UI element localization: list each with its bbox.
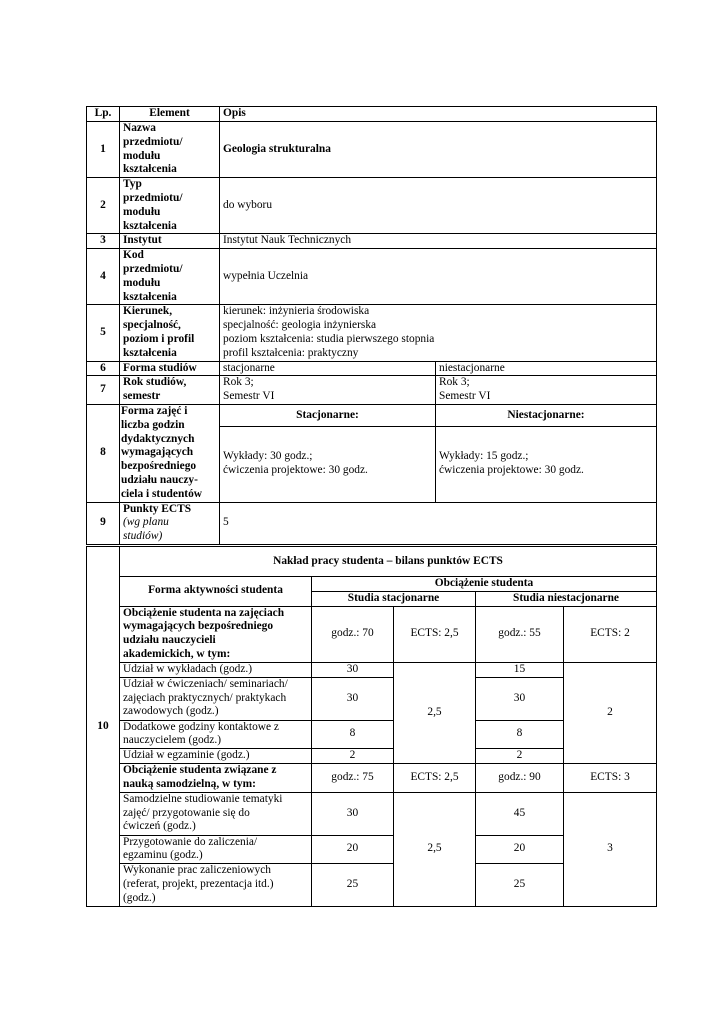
ects-title-row [87, 547, 657, 577]
row-label: Kod przedmiotu/ modułu kształcenia [120, 249, 220, 305]
row-label: Forma studiów [120, 361, 220, 376]
item-n: 8 [476, 720, 564, 749]
sec1-s-ects: ECTS: 2,5 [394, 606, 476, 662]
ects-title: Nakład pracy studenta – bilans punktów ECTS [120, 547, 657, 577]
sec2-s-ects-total: 2,5 [394, 792, 476, 907]
row-number: 7 [87, 376, 120, 405]
item-n: 30 [476, 677, 564, 720]
item-s: 30 [312, 792, 394, 835]
sec1-summary-row [87, 606, 657, 662]
header-opis: Opis [220, 107, 657, 122]
row-label: Punkty ECTS (wg planu studiów) [120, 502, 220, 544]
row-1 [87, 122, 657, 178]
sec2-n-ects: ECTS: 3 [564, 763, 657, 792]
row-label: Rok studiów, semestr [120, 376, 220, 405]
item-s: 2 [312, 749, 394, 764]
row-number: 8 [87, 404, 120, 502]
niestac-head: Niestacjonarne: [436, 404, 657, 426]
niestac-value: niestacjonarne [436, 361, 657, 376]
row-label: Forma zajęć i liczba godzin dydaktycznych wymagających bezpośredniego udziału nauczy- ciela i studentów [120, 404, 220, 502]
niestac-value: Rok 3; Semestr VI [436, 376, 657, 405]
sec1-n-ects: ECTS: 2 [564, 606, 657, 662]
item-n: 2 [476, 749, 564, 764]
sec2-item-row [87, 792, 657, 835]
item-label: Przygotowanie do zaliczenia/ egzaminu (godz.) [120, 835, 312, 864]
item-s: 20 [312, 835, 394, 864]
row-label: Nazwa przedmiotu/ modułu kształcenia [120, 122, 220, 178]
row-number: 1 [87, 122, 120, 178]
item-label: Udział w ćwiczeniach/ seminariach/ zajęciach praktycznych/ praktykach zawodowych (godz.) [120, 677, 312, 720]
ects-head-row [87, 577, 657, 592]
item-label: Udział w wykładach (godz.) [120, 662, 312, 677]
item-s: 30 [312, 677, 394, 720]
row-8-head [87, 404, 657, 426]
sec2-n-godz: godz.: 90 [476, 763, 564, 792]
sec1-label: Obciążenie studenta na zajęciach wymagających bezpośredniego udziału nauczycieli akademickich, w tym: [120, 606, 312, 662]
stac-head: Stacjonarne: [220, 404, 436, 426]
row-number: 10 [87, 547, 120, 907]
sec2-s-ects: ECTS: 2,5 [394, 763, 476, 792]
row-number: 6 [87, 361, 120, 376]
stac-value: stacjonarne [220, 361, 436, 376]
sec1-n-godz: godz.: 55 [476, 606, 564, 662]
item-n: 15 [476, 662, 564, 677]
row-label: Typ przedmiotu/ modułu kształcenia [120, 178, 220, 234]
sec2-s-godz: godz.: 75 [312, 763, 394, 792]
row-label: Instytut [120, 234, 220, 249]
forma-head: Forma aktywności studenta [120, 577, 312, 607]
row-2 [87, 178, 657, 234]
sec1-s-godz: godz.: 70 [312, 606, 394, 662]
header-lp: Lp. [87, 107, 120, 122]
sec2-label: Obciążenie studenta związane z nauką samodzielną, w tym: [120, 763, 312, 792]
row-number: 4 [87, 249, 120, 305]
sec1-s-ects-total: 2,5 [394, 662, 476, 763]
course-info-table [86, 106, 657, 545]
row-4 [87, 249, 657, 305]
row-3 [87, 234, 657, 249]
row-number: 3 [87, 234, 120, 249]
item-n: 25 [476, 864, 564, 907]
row-9 [87, 502, 657, 544]
item-label: Samodzielne studiowanie tematyki zajęć/ przygotowanie się do ćwiczeń (godz.) [120, 792, 312, 835]
row-value: wypełnia Uczelnia [220, 249, 657, 305]
ects-balance-table [86, 546, 657, 907]
table-header-row [87, 107, 657, 122]
niestac-head: Studia niestacjonarne [476, 591, 657, 606]
niestac-value: Wykłady: 15 godz.; ćwiczenia projektowe: 30 godz. [436, 427, 657, 502]
item-s: 30 [312, 662, 394, 677]
stac-head: Studia stacjonarne [312, 591, 476, 606]
row-5 [87, 305, 657, 361]
row-number: 5 [87, 305, 120, 361]
item-label: Wykonanie prac zaliczeniowych (referat, projekt, prezentacja itd.) (godz.) [120, 864, 312, 907]
row-number: 9 [87, 502, 120, 544]
item-label: Udział w egzaminie (godz.) [120, 749, 312, 764]
row-number: 2 [87, 178, 120, 234]
row-value: Geologia strukturalna [220, 122, 657, 178]
row-value: Instytut Nauk Technicznych [220, 234, 657, 249]
row-6 [87, 361, 657, 376]
row-value: do wyboru [220, 178, 657, 234]
item-n: 45 [476, 792, 564, 835]
item-s: 8 [312, 720, 394, 749]
row-label: Kierunek, specjalność, poziom i profil kształcenia [120, 305, 220, 361]
sec1-n-ects-total: 2 [564, 662, 657, 763]
item-n: 20 [476, 835, 564, 864]
row-value: 5 [220, 502, 657, 544]
row-value: kierunek: inżynieria środowiska specjalność: geologia inżynierska poziom kształcenia: studia pierwszego stopnia profil kształcenia: praktyczny [220, 305, 657, 361]
item-s: 25 [312, 864, 394, 907]
stac-value: Rok 3; Semestr VI [220, 376, 436, 405]
sec2-summary-row [87, 763, 657, 792]
stac-value: Wykłady: 30 godz.; ćwiczenia projektowe: 30 godz. [220, 427, 436, 502]
item-label: Dodatkowe godziny kontaktowe z nauczycielem (godz.) [120, 720, 312, 749]
obc-head: Obciążenie studenta [312, 577, 657, 592]
row-7 [87, 376, 657, 405]
sec1-item-row [87, 662, 657, 677]
sec2-n-ects-total: 3 [564, 792, 657, 907]
header-element: Element [120, 107, 220, 122]
